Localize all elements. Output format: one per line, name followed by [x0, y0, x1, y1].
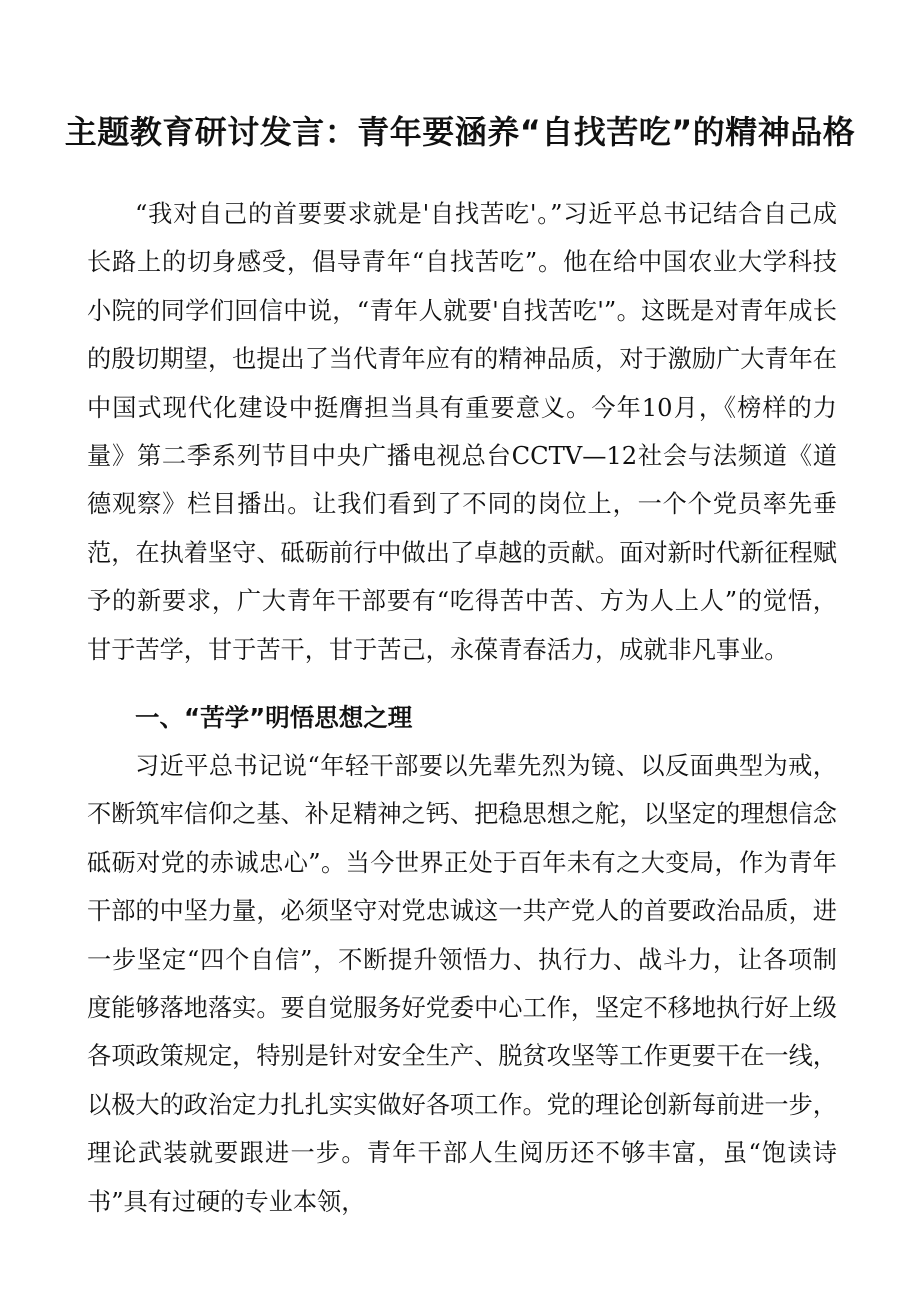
section-heading-1: 一、“苦学”明悟思想之理 [135, 703, 413, 732]
document-title: 主题教育研讨发言：青年要涵养“自找苦吃”的精神品格 [64, 113, 856, 151]
intro-paragraph: “我对自己的首要要求就是'自找苦吃'。”习近平总书记结合自己成长路上的切身感受，倡导青年“自找苦吃”。他在给中国农业大学科技小院的同学们回信中说，“青年人就要'自找苦吃'”。这既是对青年成长的殷切期望，也提出了当代青年应有的精神品质，对于激励广大青年在中国式现代化建设中挺膺担当具有重要意义。今年10月，《榜样的力量》第二季系列节目中央广播电视总台CCTV—12社会与法频道《道德观察》栏目播出。让我们看到了不同的岗位上，一个个党员率先垂范，在执着坚守、砥砺前行中做出了卓越的贡献。面对新时代新征程赋予的新要求，广大青年干部要有“吃得苦中苦、方为人上人”的觉悟，甘于苦学，甘于苦干，甘于苦己，永葆青春活力，成就非凡事业。 [87, 200, 837, 664]
section-1-paragraph: 习近平总书记说“年轻干部要以先辈先烈为镜、以反面典型为戒，不断筑牢信仰之基、补足精神之钙、把稳思想之舵，以坚定的理想信念砥砺对党的赤诚忠心”。当今世界正处于百年未有之大变局，作为青年干部的中坚力量，必须坚守对党忠诚这一共产党人的首要政治品质，进一步坚定“四个自信”，不断提升领悟力、执行力、战斗力，让各项制度能够落地落实。要自觉服务好党委中心工作，坚定不移地执行好上级各项政策规定，特别是针对安全生产、脱贫攻坚等工作更要干在一线，以极大的政治定力扎扎实实做好各项工作。党的理论创新每前进一步，理论武装就要跟进一步。青年干部人生阅历还不够丰富，虽“饱读诗书”具有过硬的专业本领， [87, 752, 837, 1216]
